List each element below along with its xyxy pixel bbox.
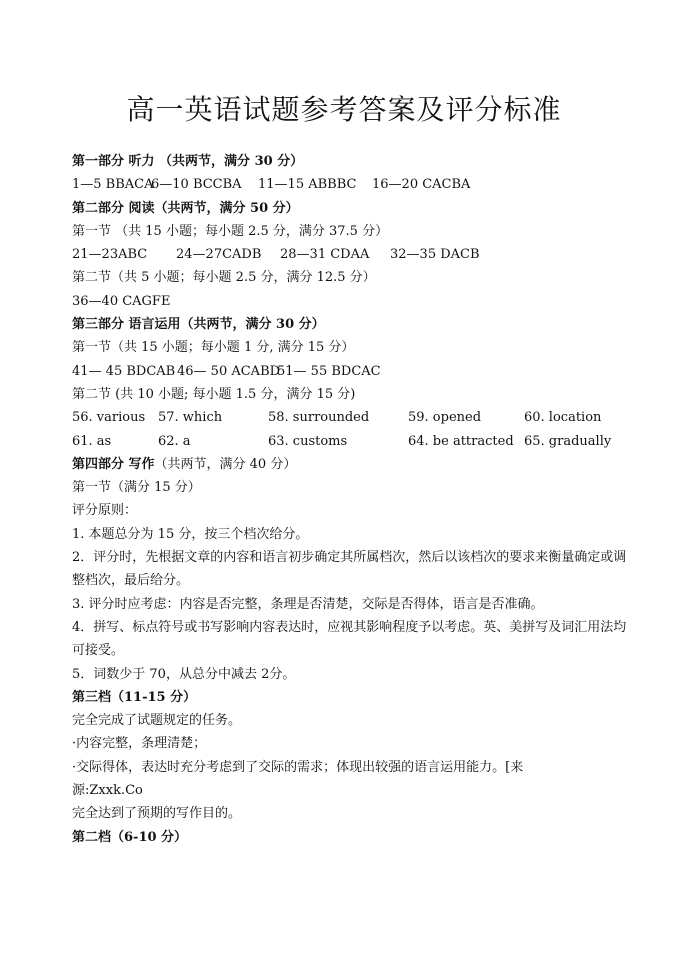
fill-answer: 57. which <box>158 410 223 426</box>
answer-group: 21—23ABC <box>72 247 148 263</box>
part3-section1-answers <box>72 360 632 383</box>
grade3-line: ·交际得体，表达时充分考虑到了交际的需求；体现出较强的语言运用能力。[来 <box>72 759 524 775</box>
answer-group: 11—15 ABBBC <box>258 177 357 193</box>
fill-answer: 56. various <box>72 410 146 426</box>
fill-answer: 62. a <box>158 433 191 449</box>
part3-section1-title: 第一节（共 15 小题；每小题 1 分, 满分 15 分） <box>72 340 355 356</box>
answer-group: 32—35 DACB <box>390 247 480 263</box>
page-title: 高一英语试题参考答案及评分标准 <box>126 93 562 126</box>
principle-item: 3. 评分时应考虑：内容是否完整，条理是否清楚，交际是否得体，语言是否准确。 <box>72 596 544 612</box>
part3-section2-title: 第二节 (共 10 小题; 每小题 1.5 分，满分 15 分) <box>72 386 356 402</box>
principle-item: 2．评分时，先根据文章的内容和语言初步确定其所属档次，然后以该档次的要求来衡量确定或调整档次，最后给分。 <box>72 550 627 589</box>
part1-answers <box>72 173 632 196</box>
answer-group: 16—20 CACBA <box>372 177 471 193</box>
principle-item: 5．词数少于 70，从总分中减去 2分。 <box>72 666 296 682</box>
part2-section2-title: 第二节（共 5 小题；每小题 2.5 分，满分 12.5 分） <box>72 270 376 286</box>
fill-answer: 63. customs <box>268 433 348 449</box>
answer-group: 1—5 BBACA <box>72 177 154 193</box>
scoring-principles-label: 评分原则： <box>72 503 138 519</box>
principle-item: 4．拼写、标点符号或书写影响内容表达时，应视其影响程度予以考虑。英、美拼写及词汇用法均可接受。 <box>72 619 627 659</box>
grade3-line: 源:Zxxk.Co <box>72 783 143 799</box>
part2-section2-answers: 36—40 CAGFE <box>72 293 171 309</box>
part3-heading: 第三部分 语言运用（共两节，满分 30 分） <box>72 317 325 333</box>
grade3-line: 完全完成了试题规定的任务。 <box>72 713 242 729</box>
document-content <box>72 150 632 849</box>
part1-heading: 第一部分 听力 （共两节，满分 30 分） <box>72 154 304 169</box>
part4-heading-main: 第四部分 写作 <box>72 456 155 472</box>
part4-section1-title: 第一节（满分 15 分） <box>72 480 201 496</box>
part2-heading: 第二部分 阅读（共两节，满分 50 分） <box>72 200 299 216</box>
grade2-heading: 第二档（6-10 分） <box>72 829 188 845</box>
fill-answer: 61. as <box>72 433 112 449</box>
answer-group: 6—10 BCCBA <box>151 177 242 193</box>
answer-group: 46— 50 ACABD <box>177 363 281 379</box>
fill-answer: 64. be attracted <box>408 433 514 449</box>
answer-group: 41— 45 BDCAB <box>72 363 176 379</box>
fill-answer: 60. location <box>524 410 602 426</box>
grade3-line: ·内容完整，条理清楚； <box>72 736 207 752</box>
fill-answer: 59. opened <box>408 410 482 426</box>
principle-item: 1. 本题总分为 15 分，按三个档次给分。 <box>72 526 309 542</box>
fill-answers-row-2 <box>72 430 632 453</box>
answer-group: 24—27CADB <box>176 247 262 263</box>
part4-heading-detail: （共两节，满分 40 分） <box>154 456 297 472</box>
grade3-heading: 第三档（11-15 分） <box>72 689 197 705</box>
part2-section1-title: 第一节 （共 15 小题；每小题 2.5 分，满分 37.5 分） <box>72 223 389 239</box>
fill-answer: 58. surrounded <box>268 410 370 426</box>
fill-answers-row-1 <box>72 406 632 429</box>
part2-section1-answers <box>72 243 632 266</box>
grade3-line: 完全达到了预期的写作目的。 <box>72 806 242 822</box>
part4-heading <box>72 453 632 476</box>
fill-answer: 65. gradually <box>524 433 612 449</box>
answer-group: 51— 55 BDCAC <box>277 363 381 379</box>
answer-group: 28—31 CDAA <box>280 247 370 263</box>
